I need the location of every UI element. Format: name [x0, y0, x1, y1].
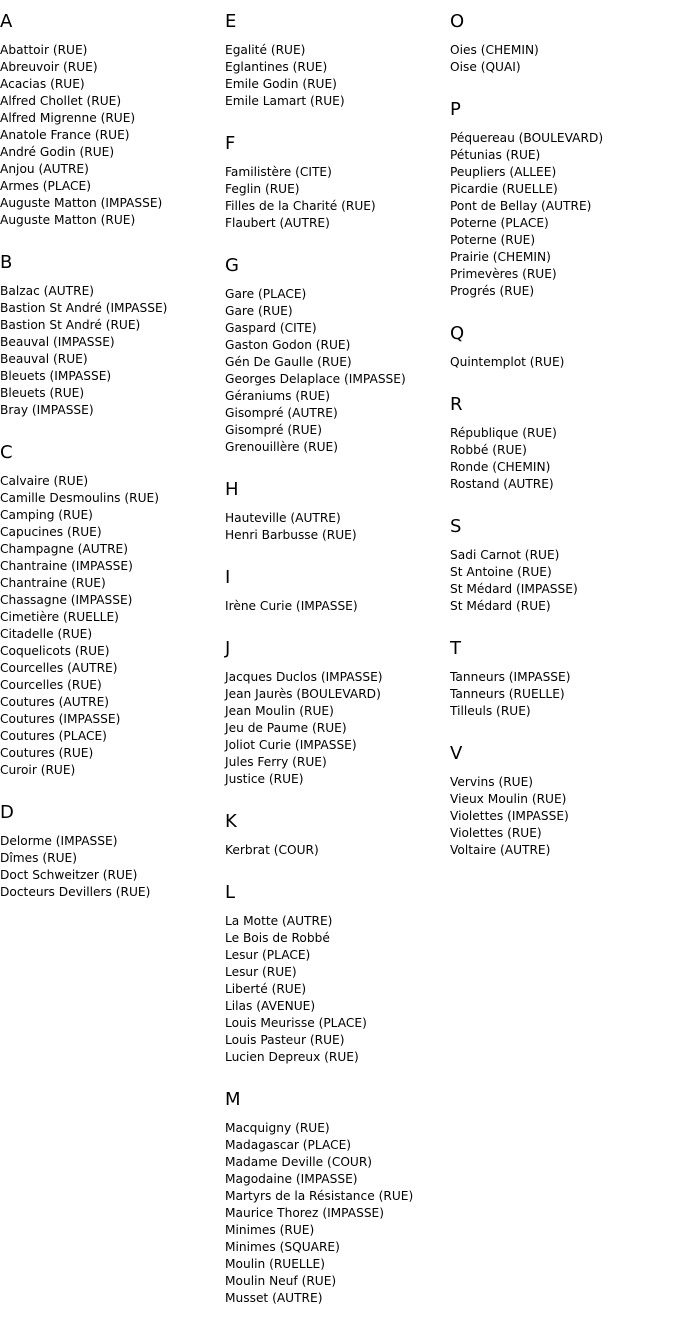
street-link[interactable]: Abreuvoir (RUE) [0, 60, 98, 74]
street-link[interactable]: St Médard (IMPASSE) [450, 582, 578, 596]
street-list [450, 130, 675, 300]
letter-heading: M [225, 1089, 241, 1110]
street-link[interactable]: Dîmes (RUE) [0, 851, 77, 865]
street-link[interactable]: Chantraine (RUE) [0, 576, 106, 590]
street-list [225, 42, 450, 110]
street-link[interactable]: Georges Delaplace (IMPASSE) [225, 372, 406, 386]
street-list [225, 842, 450, 859]
letter-heading: J [225, 638, 231, 659]
street-link[interactable]: Kerbrat (COUR) [225, 843, 319, 857]
street-link[interactable]: Grenouillère (RUE) [225, 440, 338, 454]
street-link[interactable]: Louis Meurisse (PLACE) [225, 1016, 367, 1030]
street-link[interactable]: Emile Godin (RUE) [225, 77, 337, 91]
street-link[interactable]: Gisompré (RUE) [225, 423, 322, 437]
index-column [0, 12, 225, 925]
street-link[interactable]: Jeu de Paume (RUE) [225, 721, 347, 735]
street-link[interactable]: Madagascar (PLACE) [225, 1138, 352, 1152]
street-link[interactable]: Liberté (RUE) [225, 982, 307, 996]
street-link[interactable]: Quintemplot (RUE) [450, 355, 565, 369]
street-link[interactable]: Louis Pasteur (RUE) [225, 1033, 345, 1047]
street-link[interactable]: Delorme (IMPASSE) [0, 834, 118, 848]
street-link[interactable]: Capucines (RUE) [0, 525, 102, 539]
street-link[interactable]: Géraniums (RUE) [225, 389, 330, 403]
street-link[interactable]: République (RUE) [450, 426, 557, 440]
street-link[interactable]: Peupliers (ALLEE) [450, 165, 557, 179]
street-link[interactable]: Robbé (RUE) [450, 443, 527, 457]
street-link[interactable]: Le Bois de Robbé [225, 931, 330, 945]
letter-heading: F [225, 133, 236, 154]
street-link[interactable]: Armes (PLACE) [0, 179, 91, 193]
street-link[interactable]: Hauteville (AUTRE) [225, 511, 341, 525]
street-link[interactable]: Lilas (AVENUE) [225, 999, 316, 1013]
street-link[interactable]: Musset (AUTRE) [225, 1291, 323, 1305]
street-link[interactable]: Curoir (RUE) [0, 763, 76, 777]
street-link[interactable]: Jacques Duclos (IMPASSE) [225, 670, 383, 684]
street-link[interactable]: Justice (RUE) [225, 772, 304, 786]
letter-heading: R [450, 394, 463, 415]
street-list [450, 547, 675, 615]
letter-heading: L [225, 882, 236, 903]
street-link[interactable]: Violettes (RUE) [450, 826, 542, 840]
street-link[interactable]: Jean Moulin (RUE) [225, 704, 334, 718]
street-link[interactable]: Gare (RUE) [225, 304, 293, 318]
street-list [0, 833, 225, 901]
street-link[interactable]: Violettes (IMPASSE) [450, 809, 569, 823]
street-link[interactable]: Joliot Curie (IMPASSE) [225, 738, 357, 752]
street-link[interactable]: Sadi Carnot (RUE) [450, 548, 560, 562]
street-link[interactable]: Auguste Matton (IMPASSE) [0, 196, 163, 210]
letter-group [225, 12, 450, 110]
street-link[interactable]: Irène Curie (IMPASSE) [225, 599, 358, 613]
street-link[interactable]: Tilleuls (RUE) [450, 704, 531, 718]
street-link[interactable]: Primevères (RUE) [450, 267, 557, 281]
street-link[interactable]: Progrés (RUE) [450, 284, 535, 298]
street-link[interactable]: Champagne (AUTRE) [0, 542, 128, 556]
letter-group [225, 480, 450, 544]
street-link[interactable]: Auguste Matton (RUE) [0, 213, 136, 227]
street-link[interactable]: Cimetière (RUELLE) [0, 610, 119, 624]
street-link[interactable]: Citadelle (RUE) [0, 627, 93, 641]
street-link[interactable]: Vieux Moulin (RUE) [450, 792, 567, 806]
street-link[interactable]: Vervins (RUE) [450, 775, 534, 789]
street-link[interactable]: Moulin (RUELLE) [225, 1257, 325, 1271]
street-link[interactable]: Calvaire (RUE) [0, 474, 89, 488]
street-link[interactable]: Oise (QUAI) [450, 60, 521, 74]
street-list [225, 669, 450, 788]
street-list [450, 42, 675, 76]
street-link[interactable]: Coutures (AUTRE) [0, 695, 110, 709]
street-link[interactable]: Doct Schweitzer (RUE) [0, 868, 138, 882]
street-link[interactable]: Lesur (RUE) [225, 965, 297, 979]
letter-group [225, 568, 450, 615]
street-link[interactable]: Chantraine (IMPASSE) [0, 559, 133, 573]
letter-heading: G [225, 255, 239, 276]
street-link[interactable]: Maurice Thorez (IMPASSE) [225, 1206, 385, 1220]
street-list [0, 283, 225, 419]
letter-group [225, 639, 450, 788]
street-link[interactable]: Oies (CHEMIN) [450, 43, 539, 57]
street-link[interactable]: Jules Ferry (RUE) [225, 755, 327, 769]
street-link[interactable]: Coutures (PLACE) [0, 729, 107, 743]
street-link[interactable]: Bray (IMPASSE) [0, 403, 94, 417]
street-link[interactable]: St Antoine (RUE) [450, 565, 552, 579]
street-link[interactable]: Flaubert (AUTRE) [225, 216, 330, 230]
street-link[interactable]: St Médard (RUE) [450, 599, 551, 613]
street-link[interactable]: Bleuets (RUE) [0, 386, 85, 400]
street-list [225, 1120, 450, 1307]
street-link[interactable]: Prairie (CHEMIN) [450, 250, 551, 264]
street-link[interactable]: Docteurs Devillers (RUE) [0, 885, 151, 899]
street-link[interactable]: Courcelles (AUTRE) [0, 661, 118, 675]
street-link[interactable]: Egalité (RUE) [225, 43, 306, 57]
street-link[interactable]: Familistère (CITE) [225, 165, 332, 179]
street-link[interactable]: Moulin Neuf (RUE) [225, 1274, 337, 1288]
street-link[interactable]: Balzac (AUTRE) [0, 284, 95, 298]
street-link[interactable]: Gisompré (AUTRE) [225, 406, 338, 420]
letter-group [450, 395, 675, 493]
street-link[interactable]: Gaspard (CITE) [225, 321, 317, 335]
letter-heading: I [225, 567, 231, 588]
street-link[interactable]: Lesur (PLACE) [225, 948, 311, 962]
street-link[interactable]: Anjou (AUTRE) [0, 162, 89, 176]
letter-heading: S [450, 516, 462, 537]
street-list [225, 913, 450, 1066]
street-link[interactable]: Acacias (RUE) [0, 77, 85, 91]
street-link[interactable]: Lucien Depreux (RUE) [225, 1050, 359, 1064]
street-list [225, 164, 450, 232]
letter-heading: A [0, 11, 13, 32]
letter-group [450, 639, 675, 720]
index-column [450, 12, 675, 883]
street-link[interactable]: Gare (PLACE) [225, 287, 307, 301]
letter-heading: C [0, 442, 13, 463]
street-link[interactable]: Eglantines (RUE) [225, 60, 328, 74]
street-link[interactable]: Bastion St André (IMPASSE) [0, 301, 168, 315]
street-link[interactable]: Gén De Gaulle (RUE) [225, 355, 352, 369]
street-link[interactable]: Minimes (RUE) [225, 1223, 315, 1237]
street-list [0, 42, 225, 229]
street-link[interactable]: Emile Lamart (RUE) [225, 94, 345, 108]
letter-group [450, 744, 675, 859]
letter-group [450, 517, 675, 615]
street-link[interactable]: Filles de la Charité (RUE) [225, 199, 376, 213]
letter-heading: D [0, 802, 14, 823]
street-link[interactable]: Poterne (PLACE) [450, 216, 549, 230]
letter-group [450, 324, 675, 371]
street-link[interactable]: Alfred Migrenne (RUE) [0, 111, 136, 125]
letter-group [0, 253, 225, 419]
street-list [0, 473, 225, 779]
street-list [450, 669, 675, 720]
street-link[interactable]: Péquereau (BOULEVARD) [450, 131, 604, 145]
letter-group [225, 1090, 450, 1307]
street-link[interactable]: Tanneurs (IMPASSE) [450, 670, 571, 684]
street-list [225, 510, 450, 544]
letter-heading: H [225, 479, 239, 500]
letter-heading: K [225, 811, 237, 832]
street-link[interactable]: Martyrs de la Résistance (RUE) [225, 1189, 414, 1203]
street-link[interactable]: Pétunias (RUE) [450, 148, 541, 162]
street-link[interactable]: Minimes (SQUARE) [225, 1240, 340, 1254]
street-link[interactable]: Bleuets (IMPASSE) [0, 369, 112, 383]
street-list [450, 354, 675, 371]
street-link[interactable]: Courcelles (RUE) [0, 678, 102, 692]
letter-heading: O [450, 11, 465, 32]
street-link[interactable]: Coutures (IMPASSE) [0, 712, 121, 726]
street-list [450, 425, 675, 493]
street-link[interactable]: Alfred Chollet (RUE) [0, 94, 122, 108]
street-link[interactable]: Gaston Godon (RUE) [225, 338, 351, 352]
street-link[interactable]: Pont de Bellay (AUTRE) [450, 199, 592, 213]
letter-group [0, 443, 225, 779]
letter-group [225, 812, 450, 859]
street-link[interactable]: Macquigny (RUE) [225, 1121, 330, 1135]
letter-group [225, 256, 450, 456]
street-link[interactable]: Anatole France (RUE) [0, 128, 130, 142]
street-list [450, 774, 675, 859]
index-column [225, 12, 450, 1331]
letter-group [0, 12, 225, 229]
letter-heading: P [450, 99, 461, 120]
street-link[interactable]: Jean Jaurès (BOULEVARD) [225, 687, 381, 701]
letter-heading: E [225, 11, 237, 32]
letter-group [225, 883, 450, 1066]
street-link[interactable]: André Godin (RUE) [0, 145, 115, 159]
street-link[interactable]: Camping (RUE) [0, 508, 93, 522]
street-link[interactable]: La Motte (AUTRE) [225, 914, 333, 928]
letter-group [450, 100, 675, 300]
letter-heading: T [450, 638, 461, 659]
street-link[interactable]: Picardie (RUELLE) [450, 182, 558, 196]
street-link[interactable]: Madame Deville (COUR) [225, 1155, 373, 1169]
street-link[interactable]: Abattoir (RUE) [0, 43, 88, 57]
letter-group [450, 12, 675, 76]
street-link[interactable]: Magodaine (IMPASSE) [225, 1172, 358, 1186]
street-link[interactable]: Voltaire (AUTRE) [450, 843, 551, 857]
street-link[interactable]: Ronde (CHEMIN) [450, 460, 551, 474]
letter-group [225, 134, 450, 232]
letter-heading: V [450, 743, 463, 764]
street-link[interactable]: Bastion St André (RUE) [0, 318, 141, 332]
street-link[interactable]: Chassagne (IMPASSE) [0, 593, 133, 607]
street-link[interactable]: Feglin (RUE) [225, 182, 300, 196]
street-link[interactable]: Camille Desmoulins (RUE) [0, 491, 159, 505]
street-list [225, 286, 450, 456]
street-link[interactable]: Henri Barbusse (RUE) [225, 528, 357, 542]
street-link[interactable]: Coquelicots (RUE) [0, 644, 110, 658]
street-link[interactable]: Coutures (RUE) [0, 746, 94, 760]
letter-heading: Q [450, 323, 465, 344]
street-list [225, 598, 450, 615]
street-link[interactable]: Beauval (RUE) [0, 352, 88, 366]
letter-heading: B [0, 252, 13, 273]
letter-group [0, 803, 225, 901]
street-link[interactable]: Beauval (IMPASSE) [0, 335, 115, 349]
street-link[interactable]: Tanneurs (RUELLE) [450, 687, 565, 701]
street-link[interactable]: Poterne (RUE) [450, 233, 536, 247]
street-link[interactable]: Rostand (AUTRE) [450, 477, 554, 491]
